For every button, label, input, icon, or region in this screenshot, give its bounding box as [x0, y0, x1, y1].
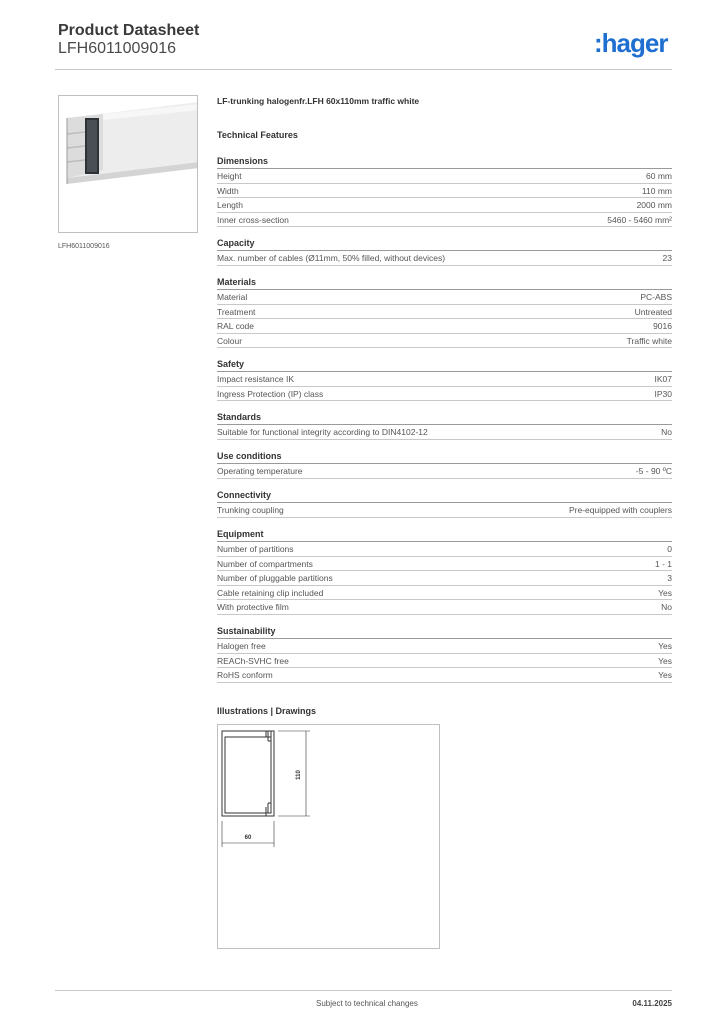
- spec-key: RAL code: [217, 321, 255, 332]
- spec-value: Yes: [658, 587, 672, 598]
- spec-key: Treatment: [217, 306, 256, 317]
- section-title: Capacity: [217, 238, 255, 248]
- spec-key: Number of pluggable partitions: [217, 573, 333, 584]
- section-title: Standards: [217, 412, 262, 422]
- cross-section-drawing-icon: [218, 725, 441, 950]
- spec-row: [217, 387, 672, 402]
- spec-row: [217, 571, 672, 586]
- spec-value: -5 - 90 ºC: [635, 466, 672, 476]
- spec-row: [217, 586, 672, 601]
- drawing-width-label: 60: [244, 835, 252, 841]
- section-title: Safety: [217, 359, 245, 369]
- spec-row: [217, 319, 672, 334]
- spec-row: [217, 425, 672, 440]
- spec-row: [217, 372, 672, 387]
- spec-value: IK07: [654, 374, 672, 384]
- spec-row: [217, 184, 672, 199]
- spec-key: Material: [217, 292, 248, 302]
- spec-key: Cable retaining clip included: [217, 587, 324, 598]
- spec-row: [217, 654, 672, 669]
- spec-row: [217, 169, 672, 184]
- spec-key: Inner cross-section: [217, 214, 289, 225]
- trunking-photo-icon: [59, 96, 198, 233]
- spec-value: Untreated: [634, 306, 672, 317]
- spec-row: [217, 464, 672, 479]
- section-title: Materials: [217, 277, 257, 287]
- hager-logo: :hager: [594, 28, 668, 58]
- spec-value: 60 mm: [646, 171, 672, 181]
- technical-drawing: [217, 724, 440, 949]
- drawing-height-label: 110: [296, 770, 302, 780]
- spec-key: Suitable for functional integrity according to DIN4102-12: [217, 427, 428, 437]
- spec-value: 110 mm: [641, 185, 672, 196]
- spec-value: 1 - 1: [654, 558, 672, 569]
- page-title: Product Datasheet: [58, 22, 200, 39]
- spec-key: Number of compartments: [217, 558, 313, 569]
- spec-value: IP30: [654, 388, 672, 399]
- spec-key: Max. number of cables (Ø11mm, 50% filled, without devices): [217, 253, 446, 263]
- illustrations-heading: Illustrations | Drawings: [217, 706, 317, 716]
- header-divider: [55, 69, 672, 70]
- spec-value: 9016: [653, 321, 672, 332]
- section-title: Sustainability: [217, 626, 276, 636]
- spec-value: PC-ABS: [640, 292, 672, 302]
- product-code: LFH6011009016: [58, 40, 177, 57]
- spec-row: [217, 503, 672, 518]
- spec-key: Width: [217, 185, 239, 196]
- spec-key: Length: [217, 200, 243, 211]
- spec-key: Ingress Protection (IP) class: [217, 388, 324, 399]
- section-title: Dimensions: [217, 156, 269, 166]
- spec-row: [217, 198, 672, 213]
- footer-note: Subject to technical changes: [316, 999, 418, 1008]
- spec-value: Yes: [658, 655, 672, 666]
- spec-row: [217, 213, 672, 228]
- spec-key: RoHS conform: [217, 670, 273, 681]
- spec-row: [217, 305, 672, 320]
- spec-row: [217, 251, 672, 266]
- spec-value: Traffic white: [626, 335, 672, 346]
- spec-value: 23: [662, 253, 672, 263]
- spec-key: Colour: [217, 335, 243, 346]
- section-title: Connectivity: [217, 490, 272, 500]
- spec-key: Trunking coupling: [217, 505, 284, 515]
- product-image: [58, 95, 198, 233]
- spec-value: Yes: [658, 641, 672, 651]
- technical-features-heading: Technical Features: [217, 130, 298, 140]
- spec-key: Height: [217, 171, 242, 181]
- spec-value: 0: [667, 544, 672, 554]
- section-title: Equipment: [217, 529, 264, 539]
- spec-key: Halogen free: [217, 641, 266, 651]
- spec-row: [217, 334, 672, 349]
- spec-value: No: [661, 602, 672, 613]
- spec-key: Operating temperature: [217, 466, 303, 476]
- spec-value: 5460 - 5460 mm²: [607, 214, 672, 225]
- spec-row: [217, 639, 672, 654]
- spec-value: Yes: [658, 670, 672, 681]
- spec-row: [217, 668, 672, 683]
- spec-row: [217, 600, 672, 615]
- spec-key: REACh-SVHC free: [217, 655, 289, 666]
- section-title: Use conditions: [217, 451, 282, 461]
- spec-value: No: [661, 427, 672, 437]
- spec-key: Impact resistance IK: [217, 374, 295, 384]
- product-title: LF-trunking halogenfr.LFH 60x110mm traffic white: [217, 96, 420, 106]
- spec-row: [217, 557, 672, 572]
- footer-divider: [55, 990, 672, 991]
- spec-row: [217, 290, 672, 305]
- footer-date: 04.11.2025: [632, 999, 672, 1008]
- spec-value: 2000 mm: [636, 200, 672, 211]
- image-caption: LFH6011009016: [58, 243, 110, 250]
- spec-value: 3: [667, 573, 672, 584]
- spec-key: With protective film: [217, 602, 289, 613]
- spec-key: Number of partitions: [217, 544, 294, 554]
- spec-value: Pre-equipped with couplers: [568, 505, 672, 515]
- spec-row: [217, 542, 672, 557]
